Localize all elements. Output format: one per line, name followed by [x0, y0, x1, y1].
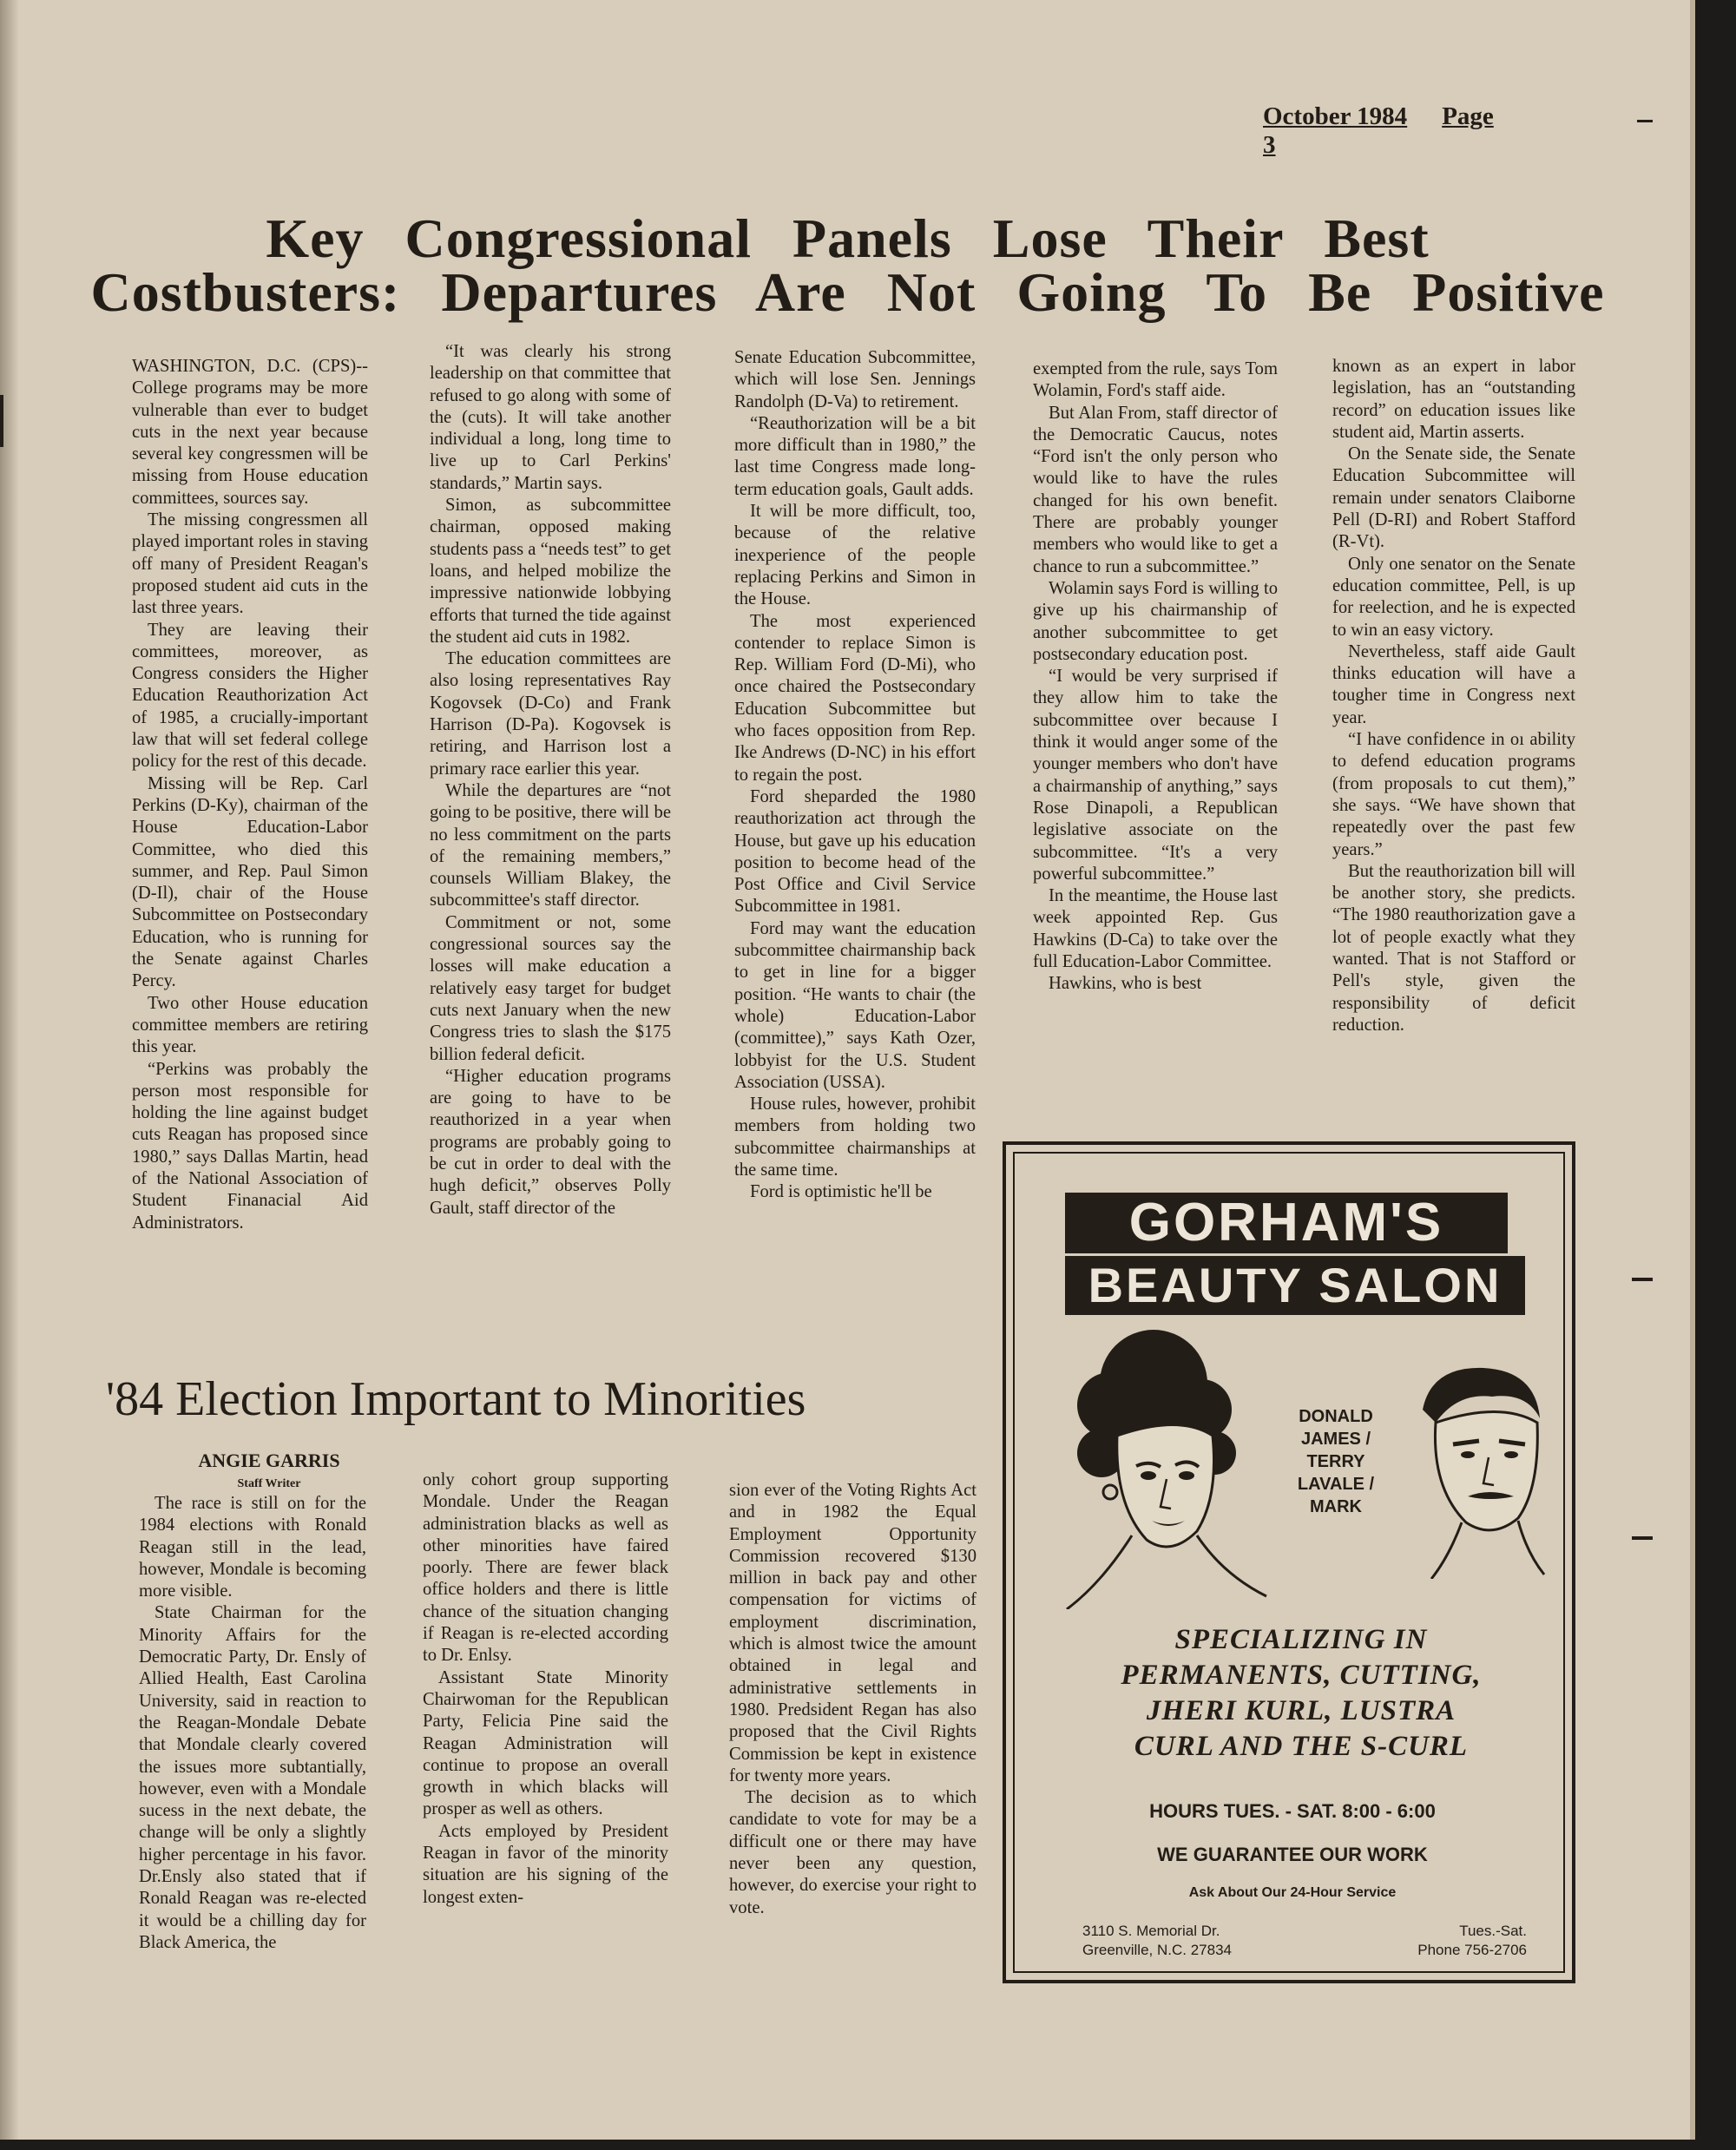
- paragraph: “It was clearly his strong leadership on that committee that refused to go along with some of the (cuts). It will take another individual a long, long time to live up to Carl Perkins' standards,” Martin says.: [430, 342, 671, 493]
- paragraph: On the Senate side, the Senate Education Subcommittee will remain under senators Claiborne Pell (D-RI) and Robert Stafford (R-Vt).: [1332, 444, 1575, 552]
- ad-address: [1082, 1922, 1273, 1960]
- lead-column-2: [430, 341, 671, 1220]
- paragraph: Two other House education committee members are retiring this year.: [132, 993, 368, 1057]
- woman-portrait-illustration: [1049, 1323, 1301, 1609]
- phone-line: Tues.-Sat.: [1459, 1923, 1527, 1939]
- issue-date: October 1984: [1263, 102, 1408, 130]
- lead-column-5: [1332, 356, 1575, 1036]
- paragraph: While the departures are “not going to be positive, there will be no less commitment on the parts of the remaining members,” counsels William Blakey, the subcommittee's staff director.: [430, 780, 671, 911]
- stylist-line: LAVALE / MARK: [1297, 1475, 1375, 1516]
- specialty-line: JHERI KURL, LUSTRA: [1146, 1695, 1457, 1726]
- byline: [143, 1450, 395, 1491]
- byline-name: ANGIE GARRIS: [198, 1450, 340, 1471]
- specialty-line: PERMANENTS, CUTTING,: [1121, 1660, 1482, 1691]
- ad-name-line1: GORHAM'S: [1065, 1193, 1508, 1253]
- second-column-1: [139, 1493, 366, 1954]
- second-column-3: [729, 1480, 976, 1919]
- stylist-names: [1271, 1405, 1401, 1518]
- paragraph: House rules, however, prohibit members from holding two subcommittee chairmanships at the same time.: [734, 1095, 976, 1180]
- stylist-line: JAMES / TERRY: [1300, 1430, 1371, 1471]
- paragraph: Ford is optimistic he'll be: [750, 1182, 932, 1202]
- specialty-line: SPECIALIZING IN: [1174, 1624, 1428, 1655]
- paragraph: Assistant State Minority Chairwoman for the Republican Party, Felicia Pine said the Reagan Administration will continue to propose an overall growth in which blacks will prosper as well as others.: [423, 1667, 668, 1819]
- paragraph: But the reauthorization bill will be another story, she predicts. “The 1980 reauthorization gave a lot of people exactly what they wanted. That is not Stafford or Pell's style, given the responsibility of deficit reduction.: [1332, 861, 1575, 1035]
- ad-phone: [1379, 1922, 1527, 1960]
- paragraph: known as an expert in labor legislation, has an “outstanding record” on education issues like student aid, Martin asserts.: [1332, 357, 1575, 442]
- paragraph: Wolamin says Ford is willing to give up his chairmanship of another subcommittee to get postsecondary education post.: [1033, 578, 1278, 664]
- paragraph: But Alan From, staff director of the Democratic Caucus, notes “Ford isn't the only person who would like to have the rules changed for his own benefit. There are probably younger members who would like to get a chance to run a subcommittee.”: [1033, 403, 1278, 576]
- paragraph: only cohort group supporting Mondale. Under the Reagan administration blacks as well as other minorities have faired poorly. There are fewer black office holders and there is little chance of the situation changing if Reagan is re-elected according to Dr. Enlsy.: [423, 1470, 668, 1666]
- paragraph: In the meantime, the House last week appointed Rep. Gus Hawkins (D-Ca) to take over the full Education-Labor Committee.: [1033, 886, 1278, 972]
- paragraph: Only one senator on the Senate education committee, Pell, is up for reelection, and he is expected to win an easy victory.: [1332, 554, 1575, 640]
- paragraph: They are leaving their committees, moreover, as Congress considers the Higher Education Reauthorization Act of 1985, a crucially-important law that will set federal college policy for the rest of this decade.: [132, 620, 368, 772]
- ad-hours: HOURS TUES. - SAT. 8:00 - 6:00: [1149, 1800, 1436, 1822]
- page-header: [1263, 102, 1523, 160]
- paragraph: Acts employed by President Reagan in favor of the minority situation are his signing of the longest exten-: [423, 1821, 668, 1907]
- paragraph: “I have confidence in oı ability to defend education programs (from proposals to cut them),” she says. “We have shown that repeatedly over the past few years.”: [1332, 730, 1575, 859]
- paragraph: The race is still on for the 1984 elections with Ronald Reagan still in the lead, however, Mondale is becoming more visible.: [139, 1494, 366, 1601]
- lead-column-4: [1033, 358, 1278, 996]
- paragraph: WASHINGTON, D.C. (CPS)--College programs may be more vulnerable than ever to budget cuts in the next year because several key congressmen will be missing from House education committees, sources say.: [132, 357, 368, 508]
- ad-inner-border: [1013, 1152, 1565, 1973]
- paragraph: The education committees are also losing representatives Ray Kogovsek (D-Co) and Frank Harrison (D-Pa). Kogovsek is retiring, and Harrison lost a primary race earlier this year.: [430, 649, 671, 779]
- stylist-line: DONALD: [1299, 1407, 1373, 1426]
- paragraph: “Reauthorization will be a bit more difficult than in 1980,” the last time Congress made long-term education goals, Gault adds.: [734, 413, 976, 499]
- paragraph: It will be more difficult, too, because of the relative inexperience of the people replacing Perkins and Simon in the House.: [734, 502, 976, 609]
- lead-column-3: [734, 347, 976, 1204]
- page-number: Page 3: [1263, 102, 1494, 159]
- salon-advertisement: [1003, 1141, 1575, 1983]
- ad-service: Ask About Our 24-Hour Service: [1188, 1885, 1397, 1900]
- paragraph: Ford sheparded the 1980 reauthorization act through the House, but gave up his education position to become head of the Post Office and Civil Service Subcommittee in 1981.: [734, 786, 976, 917]
- paragraph: Ford may want the education subcommittee chairmanship back to get in line for a bigger position. “He wants to chair (the whole) Education-Labor (committee),” says Kath Ozer, lobbyist for the U.S. Student Association (USSA).: [734, 918, 976, 1092]
- specialty-line: CURL AND THE S-CURL: [1134, 1731, 1469, 1762]
- paragraph: The missing congressmen all played important roles in staving off many of President Reagan's proposed student aid cuts in the last three years.: [132, 510, 368, 618]
- margin-mark: [1632, 1536, 1653, 1540]
- margin-mark: [1632, 1278, 1653, 1281]
- byline-title: Staff Writer: [237, 1477, 301, 1490]
- paragraph: The decision as to which candidate to vote for may be a difficult one or there may have never been any question, however, do exercise your right to vote.: [729, 1788, 976, 1917]
- lead-column-1: [132, 356, 368, 1234]
- address-line: Greenville, N.C. 27834: [1082, 1942, 1232, 1958]
- lead-headline-line2: Costbusters: Departures Are Not Going To Be Positive: [90, 261, 1605, 323]
- second-headline: '84 Election Important to Minorities: [106, 1372, 806, 1426]
- man-portrait-illustration: [1397, 1358, 1562, 1579]
- margin-mark: [1637, 120, 1653, 122]
- paragraph: “Higher education programs are going to have to be reauthorized in a year when programs are probably going to be cut in order to deal with the hugh deficit,” observes Polly Gault, staff director of the: [430, 1066, 671, 1218]
- paragraph: sion ever of the Voting Rights Act and in 1982 the Equal Employment Opportunity Commission recovered $130 million in back pay and other compensation for victims of employment discrimination, which is almost twice the amount obtained in legal and administrative settlements in 1980. Predsident Regan has also proposed that the Civil Rights Commission be kept in existence for twenty more years.: [729, 1481, 976, 1785]
- ad-name-line2: BEAUTY SALON: [1065, 1256, 1525, 1315]
- phone-line: Phone 756-2706: [1417, 1942, 1527, 1958]
- ad-guarantee: WE GUARANTEE OUR WORK: [1157, 1844, 1428, 1865]
- paragraph: Commitment or not, some congressional sources say the losses will make education a relatively easy target for budget cuts next January when the new Congress tries to slash the $175 billion federal deficit.: [430, 912, 671, 1064]
- lead-headline-line1: Key Congressional Panels Lose Their Best: [266, 207, 1430, 269]
- address-line: 3110 S. Memorial Dr.: [1082, 1923, 1220, 1939]
- paragraph: The most experienced contender to replace Simon is Rep. William Ford (D-Mi), who once chaired the Postsecondary Education Subcommittee but who faces opposition from Rep. Ike Andrews (D-NC) in his effort to regain the post.: [734, 611, 976, 785]
- paragraph: Missing will be Rep. Carl Perkins (D-Ky), chairman of the House Education-Labor Committee, who died this summer, and Rep. Paul Simon (D-Il), chair of the House Subcommittee on Postsecondary Education, who is running for the Senate against Charles Percy.: [132, 773, 368, 991]
- paragraph: “Perkins was probably the person most responsible for holding the line against budget cuts Reagan has proposed since 1980,” says Dallas Martin, head of the National Association of Student Finanacial Aid Administrators.: [132, 1059, 368, 1233]
- second-column-2: [423, 1469, 668, 1909]
- paragraph: Nevertheless, staff aide Gault thinks education will have a tougher time in Congress next year.: [1332, 641, 1575, 727]
- paragraph: exempted from the rule, says Tom Wolamin, Ford's staff aide.: [1033, 359, 1278, 401]
- paragraph: Hawkins, who is best: [1049, 974, 1202, 994]
- paragraph: State Chairman for the Minority Affairs for the Democratic Party, Dr. Ensly of Allied Health, East Carolina University, said in reaction to the Reagan-Mondale Debate that Mondale clearly covered the issues more subtantially, however, even with a Mondale sucess in the next debate, the change will be only a slightly higher percentage in his favor. Dr.Ensly also stated that if Ronald Reagan was re-elected it would be a chilling day for Black America, the: [139, 1603, 366, 1952]
- paragraph: Senate Education Subcommittee, which will lose Sen. Jennings Randolph (D-Va) to retirement.: [734, 348, 976, 411]
- paragraph: Simon, as subcommittee chairman, opposed making students pass a “needs test” to get loans, and helped mobilize the impressive nationwide lobbying efforts that turned the tide against the student aid cuts in 1982.: [430, 496, 671, 647]
- paragraph: “I would be very surprised if they allow him to take the subcommittee over because I think it would anger some of the younger members who don't have a chairmanship of anything,” says Rose Dinapoli, a Republican legislative associate on the subcommittee. “It's a very powerful subcommittee.”: [1033, 667, 1278, 884]
- margin-mark: [0, 395, 3, 447]
- ad-specialty: [1067, 1622, 1535, 1765]
